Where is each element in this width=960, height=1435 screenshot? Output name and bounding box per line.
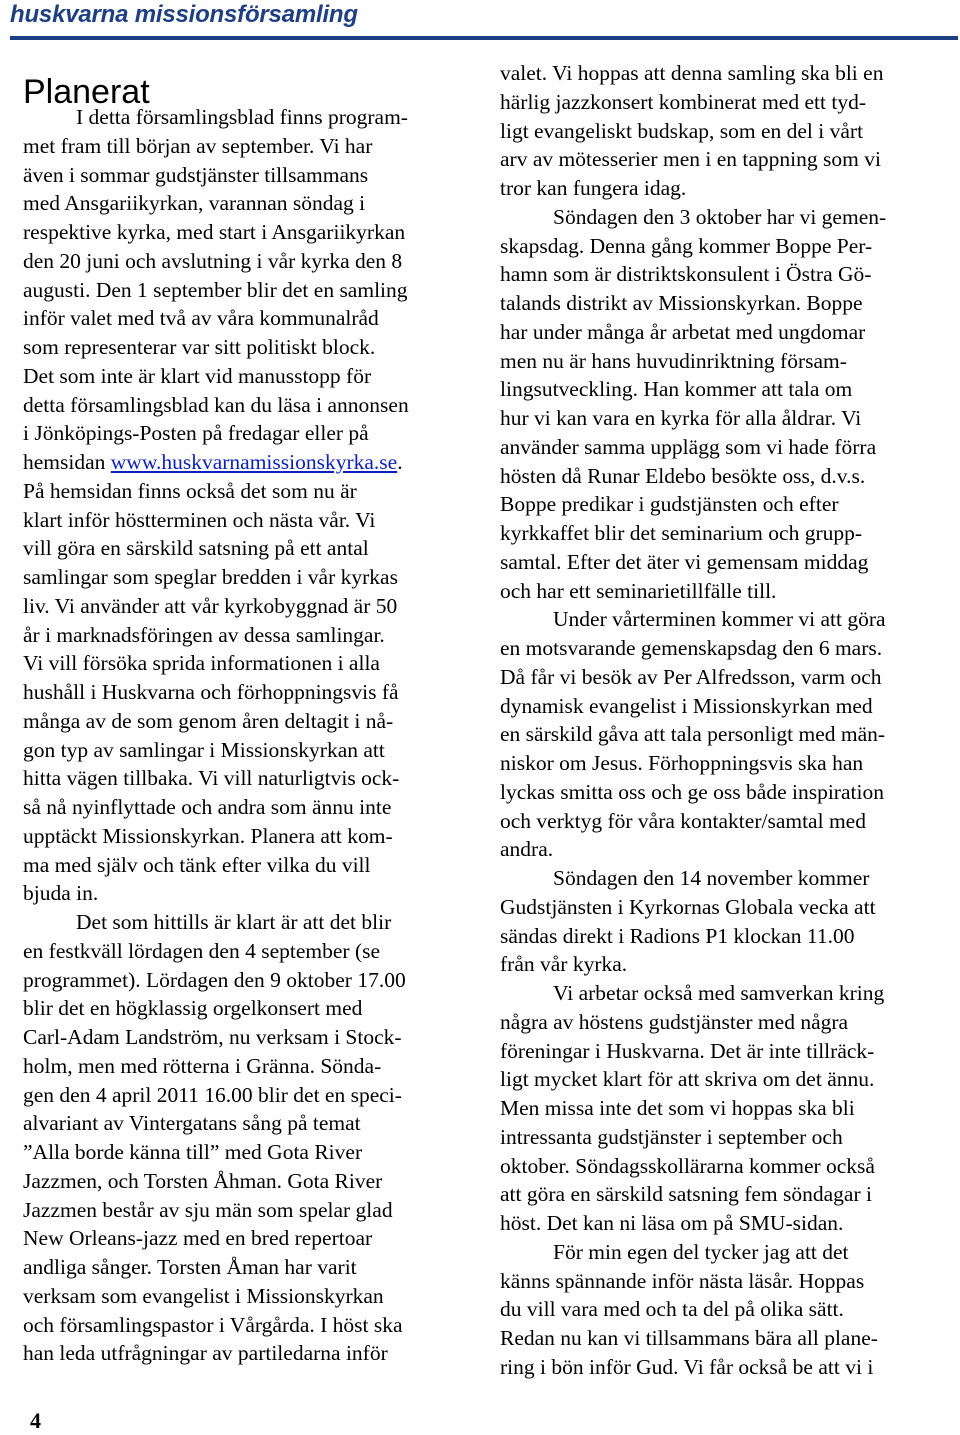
- text-line-content: ligt evangeliskt budskap, som en del i vårt: [500, 118, 864, 143]
- text-line: [500, 375, 852, 403]
- text-line: [23, 276, 408, 304]
- text-line-content: en motsvarande gemenskapsdag den 6 mars.: [500, 636, 883, 660]
- text-line-content: alvariant av Vintergatans sång på temat: [23, 1111, 361, 1136]
- text-line-content: hamn som är distriktskonsulent i Östra Gö-: [500, 262, 872, 287]
- text-line-content: Carl-Adam Landström, nu verksam i Stock-: [23, 1025, 402, 1049]
- text-line: [23, 1052, 381, 1080]
- text-line: [500, 519, 862, 547]
- text-line: [23, 304, 379, 332]
- text-line-content: med Ansgariikyrkan, varannan söndag i: [23, 191, 366, 216]
- text-line: [500, 663, 882, 691]
- text-line: [500, 893, 876, 921]
- text-line-content: holm, men med rötterna i Gränna. Sönda-: [23, 1053, 382, 1078]
- text-line: [23, 707, 393, 735]
- text-line-content: samtal. Efter det äter vi gemensam middag: [500, 549, 869, 574]
- text-line-content: många av de som genom åren deltagit i nå-: [23, 708, 394, 733]
- text-line: [500, 692, 873, 720]
- text-line-content: oktober. Söndagsskollärarna kommer också: [500, 1153, 875, 1178]
- text-line: [500, 490, 839, 518]
- text-line: [76, 908, 391, 936]
- text-line-content: att göra en särskild satsning fem söndagar i: [500, 1182, 872, 1207]
- text-line-content: ”Alla borde känna till” med Gota River: [23, 1140, 363, 1164]
- text-line-content: och församlingspastor i Vårgårda. I höst ska: [23, 1312, 403, 1337]
- text-line-content: I detta församlingsblad finns program-: [76, 105, 408, 129]
- text-line: [500, 1295, 844, 1323]
- link-suffix: .: [397, 450, 403, 474]
- text-line: [500, 433, 876, 461]
- text-line-content: Jazzmen består av sju män som spelar glad: [23, 1197, 393, 1222]
- text-line-content: har under många år arbetat med ungdomar: [500, 319, 866, 344]
- text-line: [500, 1037, 874, 1065]
- text-line-content: föreningar i Huskvarna. Det är inte tillräck-: [500, 1038, 875, 1063]
- text-line: [23, 391, 409, 419]
- text-line: [553, 864, 869, 892]
- text-line: [23, 736, 385, 764]
- text-line-content: Söndagen den 3 oktober har vi gemen-: [553, 204, 887, 229]
- text-line-content: Vi arbetar också med samverkan kring: [553, 981, 885, 1005]
- text-line-content: inför valet med två av våra kommunalråd: [23, 306, 379, 331]
- text-line-content: valet. Vi hoppas att denna samling ska bli en: [500, 61, 884, 85]
- text-line: [23, 506, 375, 534]
- text-line: [23, 563, 398, 591]
- text-line-content: Redan nu kan vi tillsammans bära all plane-: [500, 1326, 878, 1350]
- text-line: [23, 477, 357, 505]
- text-line: [23, 966, 406, 994]
- text-line: [553, 605, 886, 633]
- text-line: [500, 950, 627, 978]
- text-line-content: samlingar som speglar bredden i vår kyrkas: [23, 565, 398, 589]
- text-line: [23, 448, 403, 476]
- text-line-content: andra.: [500, 837, 554, 862]
- text-line-content: du vill vara med och ta del på olika sätt.: [500, 1297, 844, 1322]
- text-line-content: och har ett seminarietillfälle till.: [500, 578, 777, 603]
- text-line: [500, 1152, 875, 1180]
- text-line-content: På hemsidan finns också det som nu är: [23, 478, 357, 503]
- text-line-content: hur vi kan vara en kyrka för alla åldrar. Vi: [500, 406, 862, 430]
- text-line-content: intressanta gudstjänster i september och: [500, 1124, 843, 1149]
- text-line-content: gen den 4 april 2011 16.00 blir det en speci-: [23, 1082, 402, 1107]
- page-number: 4: [30, 1408, 41, 1433]
- text-line-content: Det som inte är klart vid manusstopp för: [23, 363, 372, 388]
- text-line-content: augusti. Den 1 september blir det en samling: [23, 277, 408, 302]
- text-line-content: Jazzmen, och Torsten Åhman. Gota River: [23, 1168, 383, 1193]
- text-line-content: arv av mötesserier men i en tappning som vi: [500, 147, 881, 172]
- header-title: huskvarna missionsförsamling: [10, 1, 358, 28]
- text-line-content: en särskild gåva att tala personligt med män-: [500, 722, 886, 747]
- text-line-content: Men missa inte det som vi hoppas ska bli: [500, 1096, 855, 1120]
- text-line: [500, 634, 882, 662]
- text-line-content: kyrkkaffet blir det seminarium och grupp-: [500, 521, 863, 545]
- text-line-content: en festkväll lördagen den 4 september (se: [23, 938, 381, 963]
- text-line: [500, 1267, 864, 1295]
- text-line: [553, 203, 886, 231]
- text-line-content: som representerar var sitt politiskt block.: [23, 335, 376, 359]
- text-line: [23, 678, 399, 706]
- text-line-content: använder samma upplägg som vi hade förra: [500, 434, 877, 459]
- text-line-content: men nu är hans huvudinriktning försam-: [500, 348, 847, 373]
- text-line: [23, 879, 98, 907]
- text-line-content: verksam som evangelist i Missionskyrkan: [23, 1283, 384, 1308]
- text-line: [23, 534, 369, 562]
- text-line-content: bjuda in.: [23, 881, 99, 906]
- text-line: [23, 333, 375, 361]
- text-line: [500, 749, 863, 777]
- text-line: [23, 1023, 402, 1051]
- text-line-content: lyckas smitta oss och ge oss både inspiration: [500, 779, 884, 804]
- text-line-content: andliga sånger. Torsten Åman har varit: [23, 1255, 357, 1279]
- text-line-content: upptäckt Missionskyrkan. Planera att kom-: [23, 823, 393, 848]
- text-line: [500, 347, 847, 375]
- text-line: [23, 1224, 372, 1252]
- page-heading: Planerat: [23, 73, 150, 111]
- text-line: [23, 362, 371, 390]
- text-line: [23, 1196, 393, 1224]
- text-line: [500, 720, 885, 748]
- text-line-content: härlig jazzkonsert kombinerat med ett tyd-: [500, 89, 866, 114]
- text-line-content: Gudstjänsten i Kyrkornas Globala vecka att: [500, 894, 876, 919]
- text-line-content: talands distrikt av Missionskyrkan. Boppe: [500, 291, 863, 315]
- text-line: [23, 793, 391, 821]
- text-line-content: respektive kyrka, med start i Ansgariikyrkan: [23, 220, 406, 244]
- text-line: [23, 937, 380, 965]
- text-line-content: år i marknadsföringen av dessa samlingar.: [23, 622, 385, 647]
- text-line-content: skapsdag. Denna gång kommer Boppe Per-: [500, 233, 873, 258]
- text-line: [500, 835, 553, 863]
- text-line-content: programmet). Lördagen den 9 oktober 17.00: [23, 967, 406, 992]
- text-line-content: blir det en högklassig orgelkonsert med: [23, 996, 363, 1021]
- text-line-content: hemsidan: [23, 450, 106, 474]
- text-line-content: Vi vill försöka sprida informationen i alla: [23, 651, 380, 676]
- text-line: [500, 1065, 874, 1093]
- text-line-content: klart inför höstterminen och nästa vår. Vi: [23, 507, 376, 532]
- text-line: [23, 1167, 382, 1195]
- text-line: [23, 1282, 384, 1310]
- text-line-content: ma med själv och tänk efter vilka du vill: [23, 852, 371, 877]
- text-line: [500, 922, 855, 950]
- text-line-content: met fram till början av september. Vi har: [23, 133, 373, 158]
- text-line: [500, 577, 776, 605]
- text-line-content: vill göra en särskild satsning på ett antal: [23, 536, 369, 561]
- text-line: [500, 1353, 873, 1381]
- text-line: [500, 1123, 843, 1151]
- text-line: [500, 1094, 855, 1122]
- text-line-content: niskor om Jesus. Förhoppningsvis ska han: [500, 751, 864, 775]
- text-line: [23, 247, 402, 275]
- text-line-content: några av höstens gudstjänster med några: [500, 1009, 849, 1034]
- text-line-content: tror kan fungera idag.: [500, 176, 687, 200]
- text-line: [500, 462, 865, 490]
- text-line-content: Under vårterminen kommer vi att göra: [553, 607, 886, 632]
- text-line: [500, 174, 686, 202]
- text-line-content: känns spännande inför nästa läsår. Hoppas: [500, 1268, 865, 1293]
- text-line-content: i Jönköpings-Posten på fredagar eller på: [23, 421, 369, 446]
- text-line-content: och verktyg för våra kontakter/samtal med: [500, 808, 866, 833]
- text-line: [23, 592, 397, 620]
- text-line-content: från vår kyrka.: [500, 952, 628, 977]
- text-line-content: höst. Det kan ni läsa om på SMU-sidan.: [500, 1211, 844, 1235]
- text-line: [23, 1138, 362, 1166]
- text-line: [23, 1109, 361, 1137]
- text-line: [23, 218, 405, 246]
- text-line-content: så nå nyinflyttade och andra som ännu inte: [23, 795, 392, 819]
- text-line-content: även i sommar gudstjänster tillsammans: [23, 162, 369, 187]
- text-line-content: hösten då Runar Eldebo besökte oss, d.v.s.: [500, 463, 866, 488]
- header-rule: [10, 36, 958, 40]
- text-line-content: liv. Vi använder att vår kyrkobyggnad är 50: [23, 593, 398, 618]
- text-line: [23, 764, 399, 792]
- text-line: [500, 1008, 848, 1036]
- text-line-content: han leda utfrågningar av partiledarna inför: [23, 1341, 388, 1366]
- text-line-content: ring i bön inför Gud. Vi får också be att vi i: [500, 1354, 874, 1379]
- text-line: [23, 851, 371, 879]
- text-line: [500, 318, 865, 346]
- text-line: [500, 59, 883, 87]
- text-line-content: Söndagen den 14 november kommer: [553, 866, 870, 890]
- text-line-content: dynamisk evangelist i Missionskyrkan med: [500, 693, 873, 718]
- text-line: [500, 778, 884, 806]
- text-line: [23, 132, 372, 160]
- text-line-content: lingsutveckling. Han kommer att tala om: [500, 377, 853, 402]
- text-line-content: Det som hittills är klart är att det blir: [76, 910, 392, 934]
- text-line: [500, 289, 863, 317]
- text-line: [500, 260, 871, 288]
- text-line: [553, 1238, 849, 1266]
- text-line: [500, 117, 863, 145]
- text-line-content: ligt mycket klart för att skriva om det ännu.: [500, 1067, 875, 1092]
- text-line-content: gon typ av samlingar i Missionskyrkan att: [23, 737, 385, 762]
- text-line: [500, 1324, 878, 1352]
- text-line: [23, 1081, 402, 1109]
- text-line: [23, 1311, 403, 1339]
- text-line: [23, 1253, 357, 1281]
- text-line: [23, 1339, 388, 1367]
- text-line: [500, 1209, 843, 1237]
- text-line: [500, 232, 872, 260]
- text-line-content: hitta vägen tillbaka. Vi vill naturligtvis ock-: [23, 766, 400, 791]
- text-line: [23, 419, 369, 447]
- text-line: [23, 161, 368, 189]
- text-line: [23, 621, 385, 649]
- text-line: [500, 88, 866, 116]
- text-line: [500, 404, 861, 432]
- text-line-content: sändas direkt i Radions P1 klockan 11.00: [500, 923, 855, 948]
- text-line-content: detta församlingsblad kan du läsa i annonsen: [23, 392, 409, 417]
- text-line: [500, 1180, 872, 1208]
- text-line: [76, 103, 408, 131]
- text-line: [500, 807, 866, 835]
- text-line: [553, 979, 884, 1007]
- text-line: [23, 189, 365, 217]
- website-link[interactable]: www.huskvarnamissionskyrka.se: [110, 450, 398, 474]
- text-line-content: hushåll i Huskvarna och förhoppningsvis få: [23, 680, 399, 704]
- text-line-content: Då får vi besök av Per Alfredsson, varm och: [500, 664, 882, 689]
- text-line-content: För min egen del tycker jag att det: [553, 1239, 849, 1264]
- text-line-content: New Orleans-jazz med en bred repertoar: [23, 1226, 373, 1251]
- text-line: [500, 145, 881, 173]
- text-line: [23, 994, 362, 1022]
- text-line: [23, 822, 393, 850]
- text-line: [500, 548, 868, 576]
- text-line: [23, 649, 380, 677]
- text-line-content: den 20 juni och avslutning i vår kyrka den 8: [23, 248, 403, 273]
- text-line-content: Boppe predikar i gudstjänsten och efter: [500, 492, 839, 517]
